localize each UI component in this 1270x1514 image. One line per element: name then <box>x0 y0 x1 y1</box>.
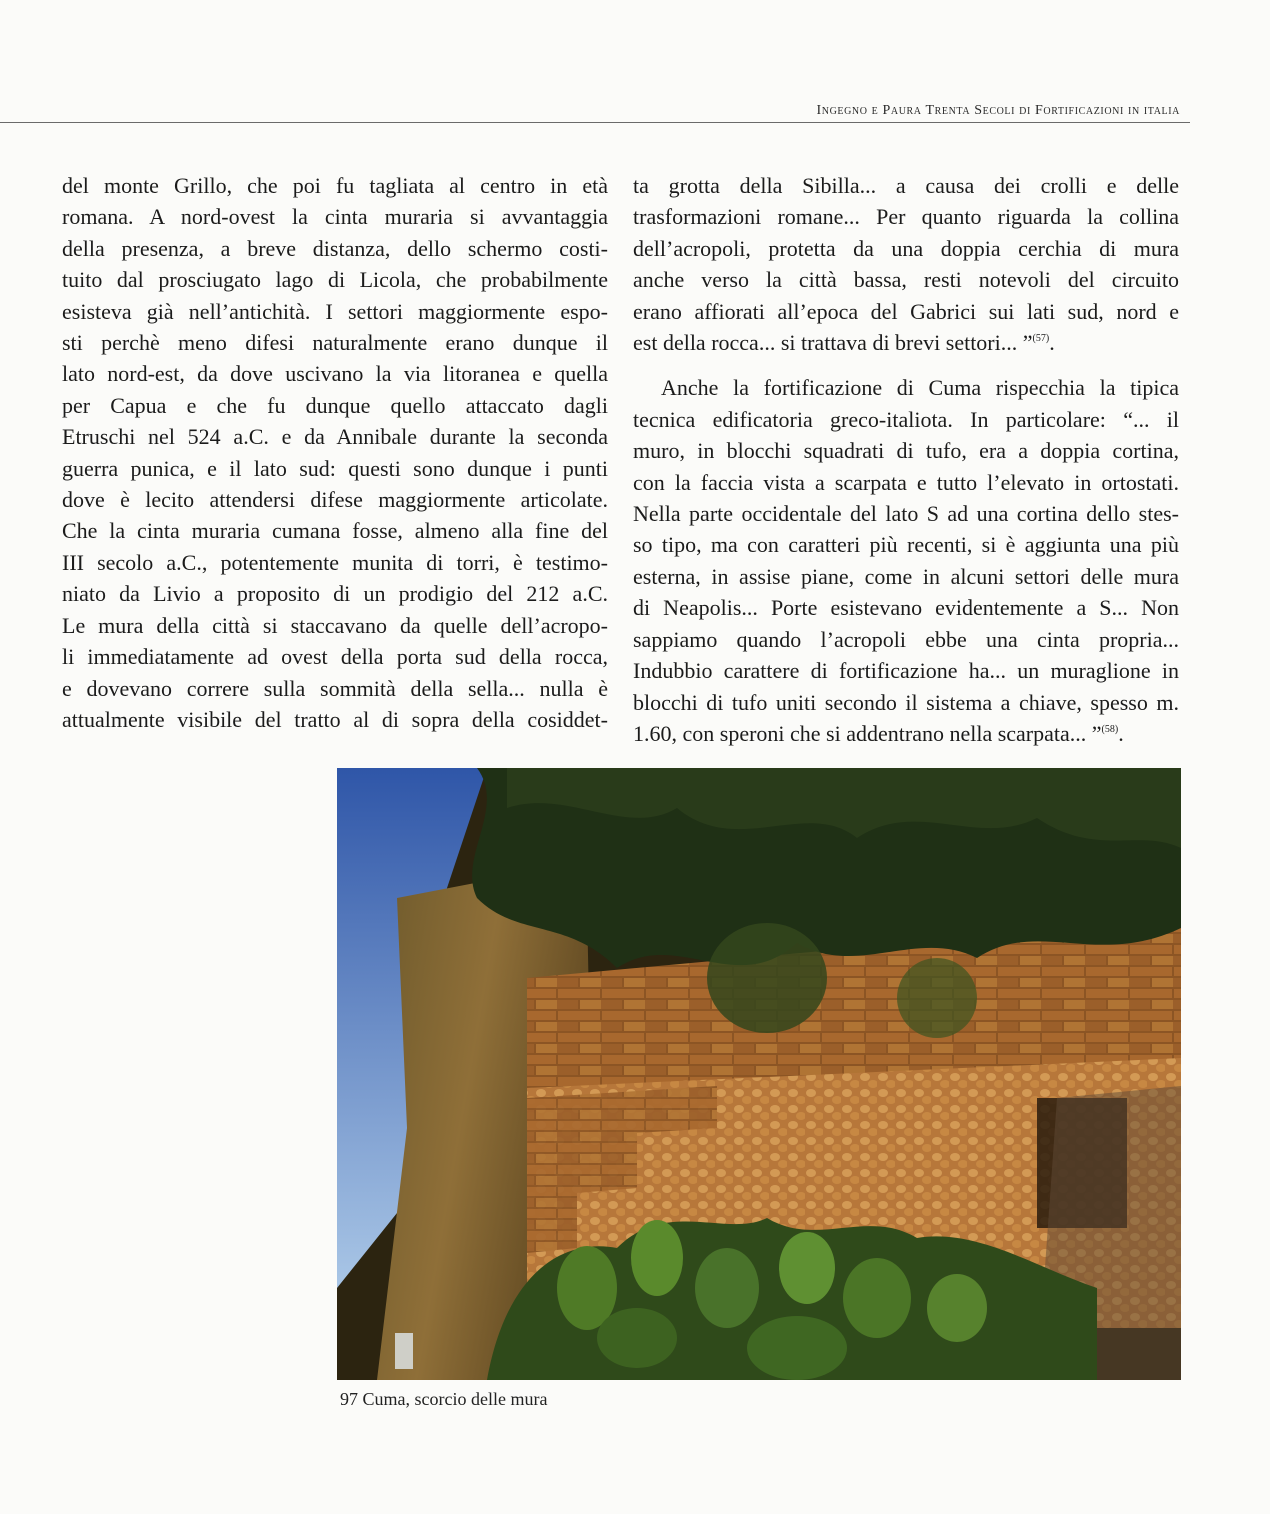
text-line: Che la cinta muraria cumana fosse, almeno alla fine del <box>62 518 608 544</box>
text-line: e dovevano correre sulla sommità della sella... nulla è <box>62 675 608 701</box>
text-line: Etruschi nel 524 a.C. e da Annibale durante la seconda <box>62 424 608 450</box>
text-line-end: est della rocca... si trattava di brevi settori... ”$^{(57)}$. <box>633 330 1055 356</box>
text-line-end: 1.60, con speroni che si addentrano nella scarpata... ”$^{(58)}$. <box>633 720 1124 746</box>
text-line: anche verso la città bassa, resti notevoli del circuito <box>633 267 1179 293</box>
header-rule <box>0 122 1190 123</box>
running-title: Ingegno e Paura Trenta Secoli di Fortificazioni in italia <box>816 103 1180 118</box>
wall-photograph <box>337 768 1181 1380</box>
text-line: muro, in blocchi squadrati di tufo, era a doppia cortina, <box>633 438 1179 464</box>
text-line: ta grotta della Sibilla... a causa dei crolli e delle <box>633 173 1179 198</box>
text-line: tecnica edificatoria greco-italiota. In particolare: “... il <box>633 406 1179 432</box>
text-line: esterna, in assise piane, come in alcuni settori delle mura <box>633 563 1179 589</box>
text-line: Nella parte occidentale del lato S ad una cortina dello stes- <box>633 501 1179 527</box>
text-line: di Neapolis... Porte esistevano evidentemente a S... Non <box>633 595 1179 621</box>
text-line: tuito dal prosciugato lago di Licola, che probabilmente <box>62 267 608 293</box>
text-fragment: est della rocca... si trattava di brevi settori... ” <box>633 330 1033 356</box>
text-line: sappiamo quando l’acropoli ebbe una cinta propria... <box>633 626 1179 652</box>
footnote-ref-58: (58) <box>1101 723 1119 735</box>
text-line: guerra punica, e il lato sud: questi sono dunque i punti <box>62 455 608 481</box>
text-line: romana. A nord-ovest la cinta muraria si avvantaggia <box>62 204 608 230</box>
text-line: dell’acropoli, protetta da una doppia cerchia di mura <box>633 235 1179 261</box>
right-column <box>633 170 1179 749</box>
text-line: Anche la fortificazione di Cuma rispecchia la tipica <box>661 375 1179 401</box>
text-line: III secolo a.C., potentemente munita di torri, è testimo- <box>62 549 608 575</box>
text-line: lato nord-est, da dove uscivano la via litoranea e quella <box>62 361 608 387</box>
text-line: so tipo, ma con caratteri più recenti, si è aggiunta una più <box>633 532 1179 558</box>
paragraph-gap <box>633 358 1179 372</box>
text-line: blocchi di tufo uniti secondo il sistema a chiave, spesso m. <box>633 689 1179 715</box>
text-line: sti perchè meno difesi naturalmente erano dunque il <box>62 330 608 356</box>
text-line: erano affiorati all’epoca del Gabrici sui lati sud, nord e <box>633 298 1179 324</box>
text-line: esisteva già nell’antichità. I settori maggiormente espo- <box>62 298 608 324</box>
footnote-ref-57: (57) <box>1032 333 1050 345</box>
text-line: attualmente visibile del tratto al di sopra della cosiddet- <box>62 706 608 732</box>
text-line: del monte Grillo, che poi fu tagliata al centro in età <box>62 173 608 198</box>
text-line: niato da Livio a proposito di un prodigio del 212 a.C. <box>62 581 608 607</box>
text-line: li immediatamente ad ovest della porta sud della rocca, <box>62 644 608 670</box>
text-line: con la faccia vista a scarpata e tutto l’elevato in ortostati. <box>633 469 1179 495</box>
text-line: della presenza, a breve distanza, dello schermo costi- <box>62 235 608 261</box>
text-line: trasformazioni romane... Per quanto riguarda la collina <box>633 204 1179 230</box>
text-line: Indubbio carattere di fortificazione ha... un muraglione in <box>633 658 1179 684</box>
text-line: per Capua e che fu dunque quello attaccato dagli <box>62 392 608 418</box>
text-line: dove è lecito attendersi difese maggiormente articolate. <box>62 487 608 513</box>
text-line: Le mura della città si staccavano da quelle dell’acropo- <box>62 612 608 638</box>
left-column <box>62 170 608 735</box>
text-fragment: 1.60, con speroni che si addentrano nella scarpata... ” <box>633 720 1102 746</box>
figure-caption: 97 Cuma, scorcio delle mura <box>340 1389 548 1409</box>
